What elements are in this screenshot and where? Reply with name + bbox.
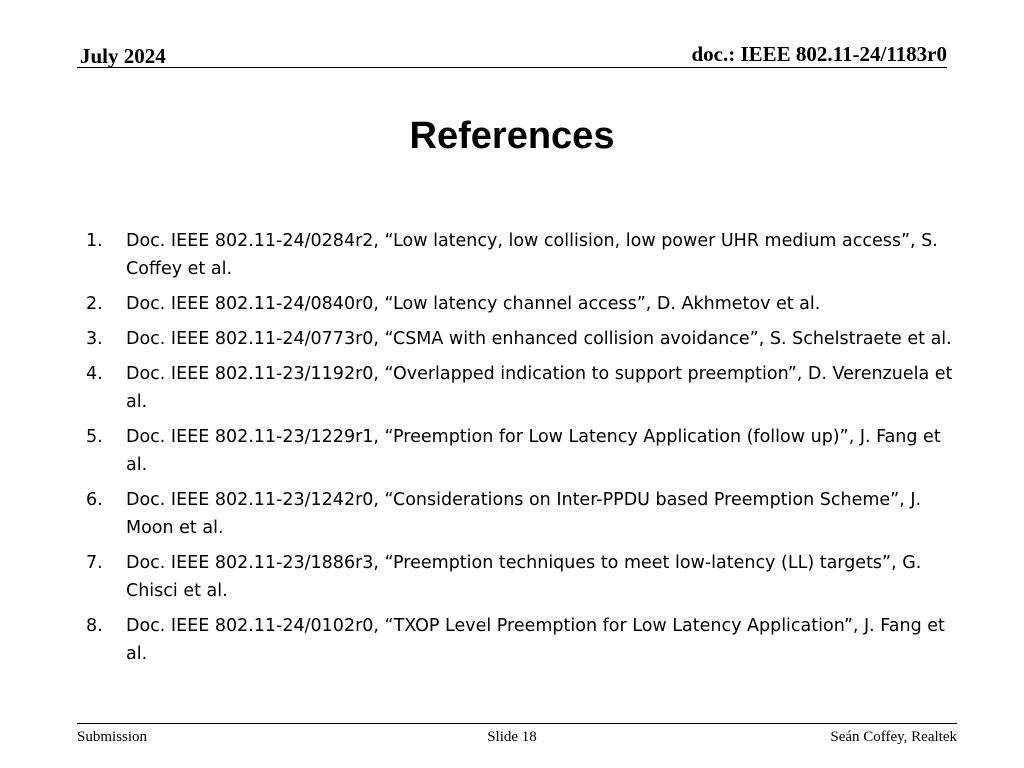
- header-date: July 2024: [80, 44, 166, 68]
- reference-number: 5.: [86, 427, 103, 447]
- reference-number: 7.: [86, 553, 103, 573]
- reference-item: [86, 423, 956, 479]
- slide-title: References: [409, 115, 615, 157]
- reference-text: Doc. IEEE 802.11-24/0284r2, “Low latency, low collision, low power UHR medium access”, S. Coffey et al.: [126, 231, 938, 279]
- reference-text: Doc. IEEE 802.11-24/0840r0, “Low latency channel access”, D. Akhmetov et al.: [126, 294, 821, 314]
- reference-item: [86, 549, 956, 605]
- header-doc-id: doc.: IEEE 802.11-24/1183r0: [691, 42, 947, 66]
- footer-submission: Submission: [77, 729, 148, 745]
- reference-text: Doc. IEEE 802.11-23/1229r1, “Preemption for Low Latency Application (follow up)”, J. Fang et al.: [126, 427, 941, 475]
- reference-item: [86, 290, 956, 318]
- reference-item: [86, 227, 956, 283]
- reference-number: 1.: [86, 231, 103, 251]
- reference-text: Doc. IEEE 802.11-23/1886r3, “Preemption techniques to meet low-latency (LL) targets”, G. Chisci et al.: [126, 553, 922, 601]
- reference-number: 8.: [86, 616, 103, 636]
- reference-item: [86, 486, 956, 542]
- reference-text: Doc. IEEE 802.11-24/0773r0, “CSMA with enhanced collision avoidance”, S. Schelstraete et al.: [126, 329, 952, 349]
- reference-number: 3.: [86, 329, 103, 349]
- header-divider: [77, 67, 947, 68]
- reference-number: 2.: [86, 294, 103, 314]
- footer-slide-number: Slide 18: [487, 729, 537, 745]
- reference-text: Doc. IEEE 802.11-23/1242r0, “Considerations on Inter-PPDU based Preemption Scheme”, J. Moon et al.: [126, 490, 922, 538]
- reference-list: [86, 227, 956, 675]
- reference-item: [86, 360, 956, 416]
- footer-author: Seán Coffey, Realtek: [830, 729, 957, 745]
- reference-item: [86, 325, 956, 353]
- reference-text: Doc. IEEE 802.11-23/1192r0, “Overlapped indication to support preemption”, D. Verenzuela et al.: [126, 364, 953, 412]
- footer-divider: [77, 723, 957, 724]
- reference-text: Doc. IEEE 802.11-24/0102r0, “TXOP Level Preemption for Low Latency Application”, J. Fang et al.: [126, 616, 945, 664]
- reference-number: 6.: [86, 490, 103, 510]
- reference-number: 4.: [86, 364, 103, 384]
- reference-item: [86, 612, 956, 668]
